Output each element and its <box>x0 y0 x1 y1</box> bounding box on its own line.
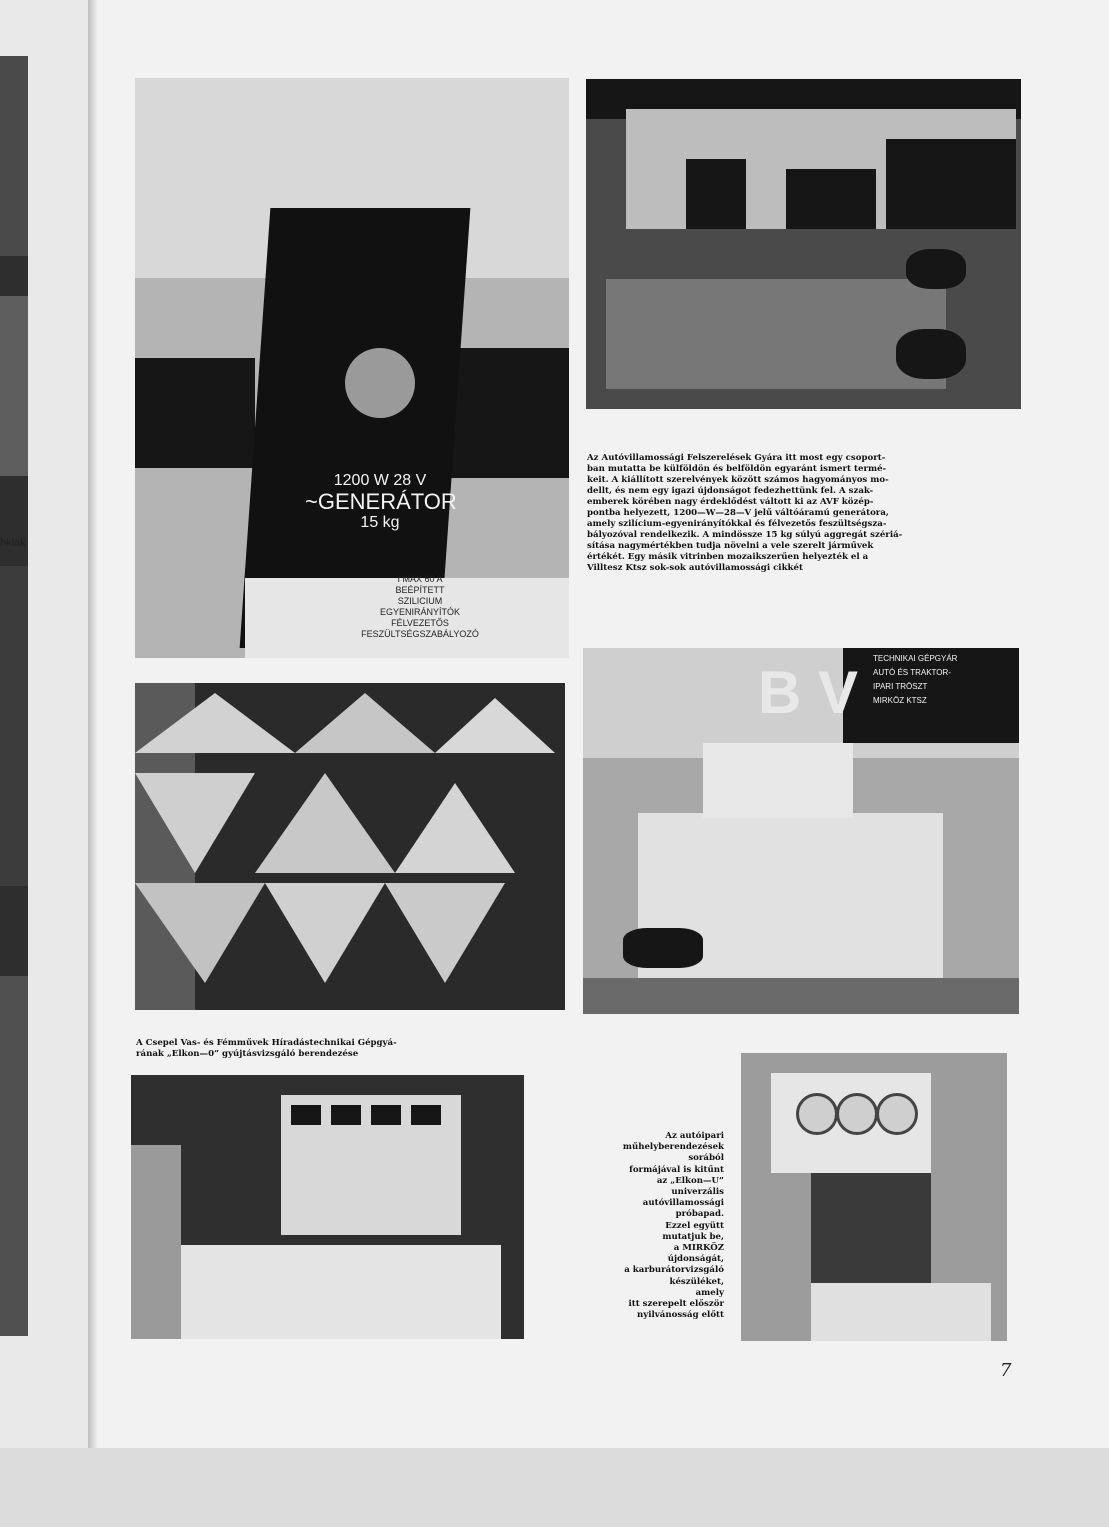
tester-base <box>811 1283 991 1341</box>
caption-avf-line: Az Autóvillamossági Felszerelések Gyára itt most egy csoport- <box>587 453 886 463</box>
caption-csepel-line: A Csepel Vas- és Fémművek Híradástechnikai Gépgyá- <box>136 1038 397 1048</box>
caption-elkon <box>540 1131 724 1321</box>
photo-ignition-tester <box>131 1075 524 1339</box>
photo-generator-display <box>135 78 569 658</box>
plate-line-1: I MAX 60 A <box>397 574 443 584</box>
page-gutter-shadow <box>88 0 98 1480</box>
caption-elkon-line: újdonságát, <box>667 1254 724 1265</box>
sign-line-power: 1200 W 28 V <box>333 472 427 489</box>
caption-avf-line: értékét. Egy másik vitrinben mozaikszerűen helyezték el a <box>587 552 869 562</box>
sign-line-weight: 15 kg <box>360 514 400 531</box>
sign-line-1: TECHNIKAI GÉPGYÁR <box>873 654 958 663</box>
plate-line-2: BEÉPÍTETT <box>395 585 445 595</box>
caption-avf-line: pontba helyezett, 1200—W—28—V jelű váltóáramú generátora, <box>587 508 889 518</box>
sign-line-2: AUTÓ ÉS TRAKTOR- <box>873 668 951 677</box>
caption-avf-line: Villtesz Ktsz sok-sok autóvillamossági cikkét <box>587 563 803 573</box>
caption-avf-line: emberek körében nagy érdeklődést váltott ki az AVF közép- <box>587 497 874 507</box>
caption-csepel-line: rának „Elkon—0” gyújtásvizsgáló berendezése <box>136 1049 359 1059</box>
bench-meter-panel <box>703 743 853 818</box>
sign-letters: B V <box>758 659 859 726</box>
caption-elkon-line: a MIRKÖZ <box>673 1243 724 1254</box>
previous-page-photo-strip <box>0 56 28 1336</box>
photo-triangle-vitrine <box>135 683 565 1010</box>
caption-elkon-line: Ezzel együtt <box>665 1220 724 1231</box>
plate-line-3: SZILICIUM <box>397 596 443 606</box>
sign-line-4: MIRKÖZ KTSZ <box>873 696 927 705</box>
caption-elkon-line: műhelyberendezések <box>622 1142 724 1153</box>
caption-avf <box>587 453 1021 574</box>
caption-elkon-line: univerzális <box>671 1187 724 1198</box>
sign-line-generator: ~GENERÁTOR <box>305 489 457 514</box>
generator-unit <box>345 348 415 418</box>
plate-line-6: FESZÜLTSÉGSZABÁLYOZÓ <box>361 629 479 639</box>
triangle-pattern <box>135 683 565 1010</box>
caption-elkon-line: itt szerepelt először <box>628 1299 724 1310</box>
caption-elkon-line: nyilvánosság előtt <box>637 1310 724 1321</box>
sign-line-3: IPARI TRÖSZT <box>873 682 928 691</box>
caption-elkon-line: amely <box>695 1287 724 1298</box>
caption-avf-line: dellt, és nem egy igazi újdonságot fedezhettünk fel. A szak- <box>587 486 874 496</box>
caption-avf-line: bályozóval rendelkezik. A mindössze 15 kg súlyú aggregát szériá- <box>587 530 903 540</box>
caption-csepel <box>136 1038 536 1060</box>
caption-elkon-line: a karburátorvizsgáló <box>624 1265 724 1276</box>
caption-elkon-line: az „Elkon—U” <box>656 1175 724 1186</box>
caption-avf-line: keit. A kiállított szerelvények között számos hagyományos mo- <box>587 475 889 485</box>
caption-avf-line: amely szilícium-egyenirányítókkal és félvezetős feszültségsza- <box>587 519 887 529</box>
caption-elkon-line: sorából <box>688 1153 724 1164</box>
page-number: 7 <box>1000 1360 1012 1381</box>
caption-elkon-line: formájával is kitűnt <box>629 1164 724 1175</box>
tester-cabinet <box>181 1245 501 1339</box>
caption-elkon-line: autóvillamossági <box>642 1198 724 1209</box>
caption-elkon-line: próbapad. <box>675 1209 724 1220</box>
caption-avf-line: sítása nagymértékben tudja növelni a vele szerelt járművek <box>587 541 874 551</box>
photo-display-case <box>586 79 1021 409</box>
previous-page-label: hklak <box>0 537 26 549</box>
caption-elkon-line: készüléket, <box>669 1276 724 1287</box>
page-bottom-edge <box>0 1448 1109 1527</box>
plate-line-5: FÉLVEZETŐS <box>391 618 449 628</box>
caption-elkon-line: Az autóipari <box>665 1131 724 1141</box>
caption-avf-line: ban mutatta be külföldön és belföldön egyaránt ismert termé- <box>587 464 887 474</box>
caption-elkon-line: mutatjuk be, <box>662 1231 724 1242</box>
photo-test-bench <box>583 648 1019 1014</box>
tester-recess <box>811 1173 931 1283</box>
photo-carburetor-tester <box>741 1053 1007 1341</box>
plate-line-4: EGYENIRÁNYÍTÓK <box>379 607 460 617</box>
